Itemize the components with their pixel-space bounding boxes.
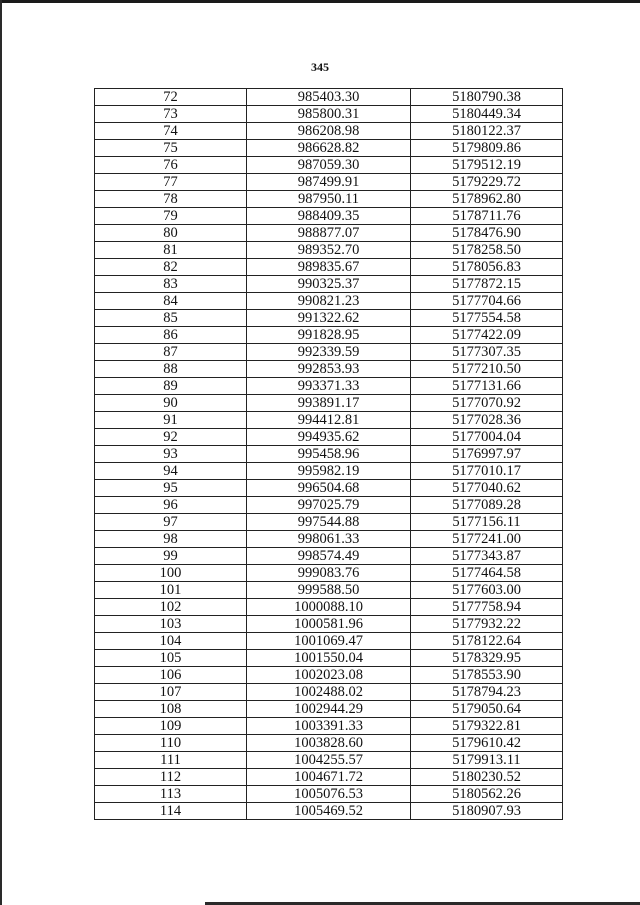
point-number-cell: 74 <box>95 123 247 140</box>
point-number-cell: 85 <box>95 310 247 327</box>
table-row <box>95 344 563 361</box>
x-coordinate-cell: 1002488.02 <box>247 684 411 701</box>
coordinates-table <box>94 88 563 820</box>
table-row <box>95 582 563 599</box>
point-number-cell: 100 <box>95 565 247 582</box>
table-row <box>95 191 563 208</box>
point-number-cell: 86 <box>95 327 247 344</box>
x-coordinate-cell: 991322.62 <box>247 310 411 327</box>
y-coordinate-cell: 5178794.23 <box>411 684 563 701</box>
x-coordinate-cell: 1001069.47 <box>247 633 411 650</box>
table-row <box>95 531 563 548</box>
y-coordinate-cell: 5177010.17 <box>411 463 563 480</box>
table-row <box>95 259 563 276</box>
point-number-cell: 109 <box>95 718 247 735</box>
point-number-cell: 107 <box>95 684 247 701</box>
x-coordinate-cell: 1000581.96 <box>247 616 411 633</box>
x-coordinate-cell: 993371.33 <box>247 378 411 395</box>
table-row <box>95 701 563 718</box>
y-coordinate-cell: 5180122.37 <box>411 123 563 140</box>
x-coordinate-cell: 1004255.57 <box>247 752 411 769</box>
x-coordinate-cell: 992853.93 <box>247 361 411 378</box>
point-number-cell: 91 <box>95 412 247 429</box>
table-row <box>95 514 563 531</box>
point-number-cell: 104 <box>95 633 247 650</box>
table-row <box>95 548 563 565</box>
point-number-cell: 73 <box>95 106 247 123</box>
point-number-cell: 81 <box>95 242 247 259</box>
y-coordinate-cell: 5180562.26 <box>411 786 563 803</box>
table-row <box>95 140 563 157</box>
point-number-cell: 83 <box>95 276 247 293</box>
x-coordinate-cell: 996504.68 <box>247 480 411 497</box>
y-coordinate-cell: 5177704.66 <box>411 293 563 310</box>
table-row <box>95 616 563 633</box>
x-coordinate-cell: 999083.76 <box>247 565 411 582</box>
x-coordinate-cell: 1005076.53 <box>247 786 411 803</box>
table-row <box>95 480 563 497</box>
table-row <box>95 769 563 786</box>
point-number-cell: 95 <box>95 480 247 497</box>
y-coordinate-cell: 5178711.76 <box>411 208 563 225</box>
y-coordinate-cell: 5177343.87 <box>411 548 563 565</box>
x-coordinate-cell: 985403.30 <box>247 89 411 106</box>
y-coordinate-cell: 5179512.19 <box>411 157 563 174</box>
x-coordinate-cell: 992339.59 <box>247 344 411 361</box>
point-number-cell: 92 <box>95 429 247 446</box>
point-number-cell: 105 <box>95 650 247 667</box>
point-number-cell: 97 <box>95 514 247 531</box>
scan-edge-top <box>0 0 640 3</box>
x-coordinate-cell: 989352.70 <box>247 242 411 259</box>
x-coordinate-cell: 987950.11 <box>247 191 411 208</box>
x-coordinate-cell: 1003828.60 <box>247 735 411 752</box>
y-coordinate-cell: 5178056.83 <box>411 259 563 276</box>
point-number-cell: 94 <box>95 463 247 480</box>
table-row <box>95 497 563 514</box>
y-coordinate-cell: 5177758.94 <box>411 599 563 616</box>
x-coordinate-cell: 997025.79 <box>247 497 411 514</box>
y-coordinate-cell: 5177089.28 <box>411 497 563 514</box>
y-coordinate-cell: 5177070.92 <box>411 395 563 412</box>
table-row <box>95 106 563 123</box>
x-coordinate-cell: 994412.81 <box>247 412 411 429</box>
y-coordinate-cell: 5177004.04 <box>411 429 563 446</box>
table-row <box>95 123 563 140</box>
y-coordinate-cell: 5177307.35 <box>411 344 563 361</box>
point-number-cell: 87 <box>95 344 247 361</box>
y-coordinate-cell: 5180790.38 <box>411 89 563 106</box>
point-number-cell: 98 <box>95 531 247 548</box>
y-coordinate-cell: 5178553.90 <box>411 667 563 684</box>
y-coordinate-cell: 5179913.11 <box>411 752 563 769</box>
y-coordinate-cell: 5179050.64 <box>411 701 563 718</box>
x-coordinate-cell: 994935.62 <box>247 429 411 446</box>
y-coordinate-cell: 5177603.00 <box>411 582 563 599</box>
point-number-cell: 111 <box>95 752 247 769</box>
y-coordinate-cell: 5177872.15 <box>411 276 563 293</box>
point-number-cell: 103 <box>95 616 247 633</box>
y-coordinate-cell: 5176997.97 <box>411 446 563 463</box>
x-coordinate-cell: 1001550.04 <box>247 650 411 667</box>
y-coordinate-cell: 5180230.52 <box>411 769 563 786</box>
point-number-cell: 75 <box>95 140 247 157</box>
x-coordinate-cell: 1004671.72 <box>247 769 411 786</box>
x-coordinate-cell: 995458.96 <box>247 446 411 463</box>
y-coordinate-cell: 5177156.11 <box>411 514 563 531</box>
table-row <box>95 599 563 616</box>
table-row <box>95 565 563 582</box>
x-coordinate-cell: 985800.31 <box>247 106 411 123</box>
table-row <box>95 395 563 412</box>
y-coordinate-cell: 5180449.34 <box>411 106 563 123</box>
point-number-cell: 93 <box>95 446 247 463</box>
table-row <box>95 463 563 480</box>
y-coordinate-cell: 5179610.42 <box>411 735 563 752</box>
point-number-cell: 110 <box>95 735 247 752</box>
point-number-cell: 79 <box>95 208 247 225</box>
table-row <box>95 378 563 395</box>
point-number-cell: 96 <box>95 497 247 514</box>
point-number-cell: 89 <box>95 378 247 395</box>
point-number-cell: 90 <box>95 395 247 412</box>
y-coordinate-cell: 5177554.58 <box>411 310 563 327</box>
table-row <box>95 786 563 803</box>
x-coordinate-cell: 986208.98 <box>247 123 411 140</box>
point-number-cell: 84 <box>95 293 247 310</box>
x-coordinate-cell: 987499.91 <box>247 174 411 191</box>
scan-edge-left <box>0 0 2 905</box>
y-coordinate-cell: 5177028.36 <box>411 412 563 429</box>
x-coordinate-cell: 1000088.10 <box>247 599 411 616</box>
table-row <box>95 718 563 735</box>
point-number-cell: 72 <box>95 89 247 106</box>
y-coordinate-cell: 5180907.93 <box>411 803 563 820</box>
x-coordinate-cell: 988409.35 <box>247 208 411 225</box>
table-row <box>95 89 563 106</box>
table-row <box>95 633 563 650</box>
y-coordinate-cell: 5177932.22 <box>411 616 563 633</box>
x-coordinate-cell: 997544.88 <box>247 514 411 531</box>
point-number-cell: 88 <box>95 361 247 378</box>
x-coordinate-cell: 998061.33 <box>247 531 411 548</box>
x-coordinate-cell: 990821.23 <box>247 293 411 310</box>
y-coordinate-cell: 5178258.50 <box>411 242 563 259</box>
table-row <box>95 174 563 191</box>
table-row <box>95 208 563 225</box>
point-number-cell: 76 <box>95 157 247 174</box>
y-coordinate-cell: 5178962.80 <box>411 191 563 208</box>
table-row <box>95 684 563 701</box>
table-row <box>95 429 563 446</box>
table-row <box>95 446 563 463</box>
point-number-cell: 106 <box>95 667 247 684</box>
table-row <box>95 735 563 752</box>
table-row <box>95 650 563 667</box>
table-row <box>95 667 563 684</box>
y-coordinate-cell: 5177422.09 <box>411 327 563 344</box>
y-coordinate-cell: 5179322.81 <box>411 718 563 735</box>
point-number-cell: 108 <box>95 701 247 718</box>
y-coordinate-cell: 5177131.66 <box>411 378 563 395</box>
table-row <box>95 242 563 259</box>
x-coordinate-cell: 1002944.29 <box>247 701 411 718</box>
point-number-cell: 99 <box>95 548 247 565</box>
x-coordinate-cell: 1003391.33 <box>247 718 411 735</box>
y-coordinate-cell: 5178476.90 <box>411 225 563 242</box>
x-coordinate-cell: 1002023.08 <box>247 667 411 684</box>
x-coordinate-cell: 988877.07 <box>247 225 411 242</box>
table-row <box>95 327 563 344</box>
point-number-cell: 102 <box>95 599 247 616</box>
x-coordinate-cell: 993891.17 <box>247 395 411 412</box>
y-coordinate-cell: 5177040.62 <box>411 480 563 497</box>
table-row <box>95 293 563 310</box>
x-coordinate-cell: 999588.50 <box>247 582 411 599</box>
y-coordinate-cell: 5178329.95 <box>411 650 563 667</box>
y-coordinate-cell: 5177210.50 <box>411 361 563 378</box>
y-coordinate-cell: 5177464.58 <box>411 565 563 582</box>
table-row <box>95 225 563 242</box>
table-row <box>95 157 563 174</box>
table-row <box>95 752 563 769</box>
point-number-cell: 101 <box>95 582 247 599</box>
x-coordinate-cell: 998574.49 <box>247 548 411 565</box>
x-coordinate-cell: 989835.67 <box>247 259 411 276</box>
x-coordinate-cell: 986628.82 <box>247 140 411 157</box>
page-number: 345 <box>311 60 329 74</box>
table-row <box>95 361 563 378</box>
y-coordinate-cell: 5178122.64 <box>411 633 563 650</box>
x-coordinate-cell: 1005469.52 <box>247 803 411 820</box>
x-coordinate-cell: 990325.37 <box>247 276 411 293</box>
table-row <box>95 412 563 429</box>
y-coordinate-cell: 5179809.86 <box>411 140 563 157</box>
y-coordinate-cell: 5177241.00 <box>411 531 563 548</box>
point-number-cell: 114 <box>95 803 247 820</box>
point-number-cell: 80 <box>95 225 247 242</box>
table-row <box>95 276 563 293</box>
table-row <box>95 803 563 820</box>
coordinates-table-body <box>95 89 563 820</box>
point-number-cell: 78 <box>95 191 247 208</box>
table-row <box>95 310 563 327</box>
point-number-cell: 113 <box>95 786 247 803</box>
y-coordinate-cell: 5179229.72 <box>411 174 563 191</box>
x-coordinate-cell: 991828.95 <box>247 327 411 344</box>
x-coordinate-cell: 995982.19 <box>247 463 411 480</box>
point-number-cell: 77 <box>95 174 247 191</box>
point-number-cell: 112 <box>95 769 247 786</box>
point-number-cell: 82 <box>95 259 247 276</box>
x-coordinate-cell: 987059.30 <box>247 157 411 174</box>
